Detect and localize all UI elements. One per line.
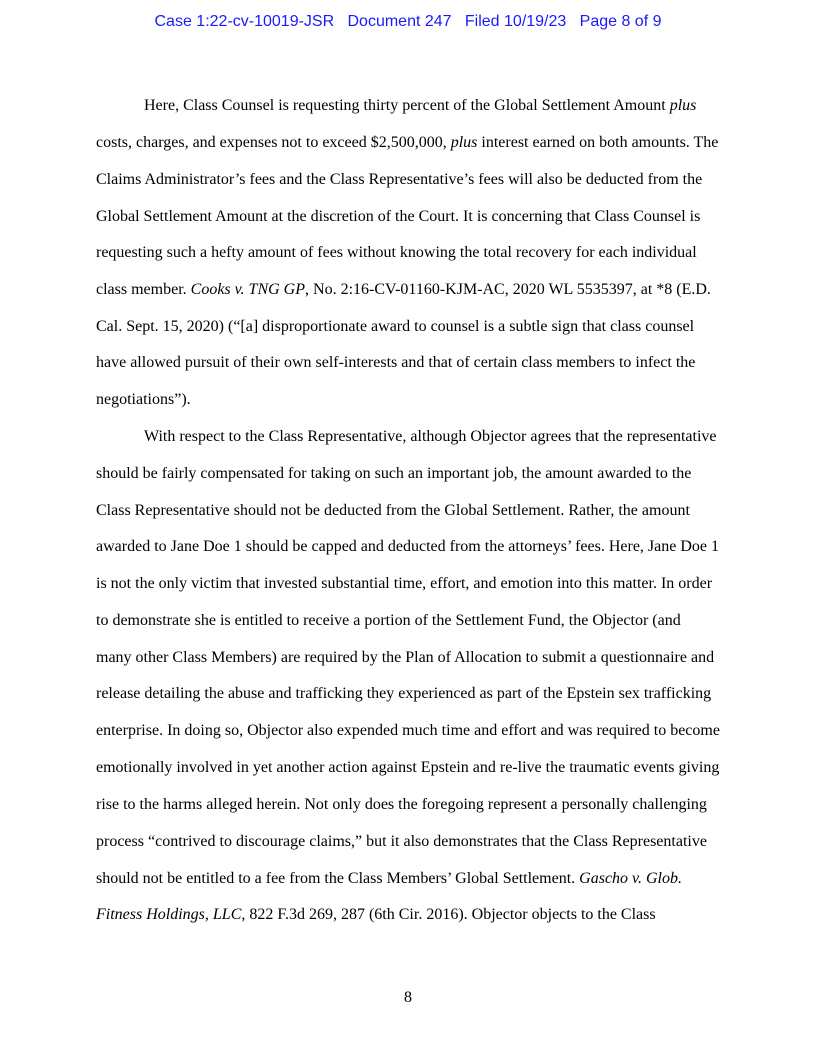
case-number: Case 1:22-cv-10019-JSR: [154, 13, 335, 30]
text-segment: release detailing the abuse and trafficking they experienced as part of the Epstein sex trafficking: [96, 685, 712, 702]
italic-text: Fitness Holdings, LLC: [96, 906, 242, 923]
text-line: [96, 280, 711, 300]
text-segment: should be fairly compensated for taking on such an important job, the amount awarded to the: [96, 465, 692, 482]
text-line: [96, 869, 682, 889]
text-segment: enterprise. In doing so, Objector also expended much time and effort and was required to become: [96, 722, 720, 739]
document-number: Document 247: [347, 13, 452, 30]
text-segment: Class Representative should not be deducted from the Global Settlement. Rather, the amount: [96, 502, 690, 519]
text-line: [96, 574, 712, 594]
page-number: 8: [404, 989, 412, 1006]
text-line: [96, 133, 718, 153]
text-line: [96, 317, 694, 337]
text-segment: is not the only victim that invested substantial time, effort, and emotion into this matter. In order: [96, 575, 713, 592]
filed-date: Filed 10/19/23: [464, 13, 567, 30]
text-segment: Cal. Sept. 15, 2020) (“[a] disproportionate award to counsel is a subtle sign that class counsel: [96, 318, 695, 335]
text-segment: to demonstrate she is entitled to receive a portion of the Settlement Fund, the Objector (and: [96, 612, 681, 629]
text-line: [96, 684, 711, 704]
text-line: [96, 390, 191, 410]
text-segment: , 822 F.3d 269, 287 (6th Cir. 2016). Objector objects to the Class: [241, 906, 656, 923]
page-count: Page 8 of 9: [579, 13, 662, 30]
case-header: [0, 13, 816, 31]
text-segment: rise to the harms alleged herein. Not only does the foregoing represent a personally challenging: [96, 796, 707, 813]
text-segment: class member.: [96, 281, 191, 298]
text-segment: Claims Administrator’s fees and the Class Representative’s fees will also be deducted from the: [96, 171, 703, 188]
text-segment: many other Class Members) are required by the Plan of Allocation to submit a questionnaire and: [96, 649, 715, 666]
text-line: [96, 611, 681, 631]
italic-text: plus: [669, 97, 697, 114]
text-segment: requesting such a hefty amount of fees without knowing the total recovery for each individual: [96, 244, 697, 261]
text-segment: Global Settlement Amount at the discretion of the Court. It is concerning that Class Counsel is: [96, 208, 701, 225]
text-segment: have allowed pursuit of their own self-interests and that of certain class members to infect the: [96, 354, 696, 371]
text-line: [144, 427, 716, 447]
text-segment: Here, Class Counsel is requesting thirty percent of the Global Settlement Amount: [144, 97, 670, 114]
text-line: [96, 207, 700, 227]
text-line: [96, 721, 720, 741]
text-line: [96, 243, 697, 263]
text-segment: interest earned on both amounts. The: [477, 134, 719, 151]
text-line: [96, 758, 719, 778]
text-line: [96, 501, 690, 521]
text-segment: awarded to Jane Doe 1 should be capped and deducted from the attorneys’ fees. Here, Jane Doe 1: [96, 538, 720, 555]
text-line: [96, 464, 691, 484]
text-line: [96, 795, 707, 815]
text-line: [96, 905, 656, 925]
text-line: [96, 648, 714, 668]
text-segment: costs, charges, and expenses not to exceed $2,500,000,: [96, 134, 451, 151]
text-segment: With respect to the Class Representative, although Objector agrees that the representative: [144, 428, 717, 445]
text-segment: negotiations”).: [96, 391, 191, 408]
italic-text: plus: [450, 134, 478, 151]
text-line: [96, 170, 702, 190]
italic-text: Gascho v. Glob.: [579, 870, 682, 887]
text-segment: process “contrived to discourage claims,” but it also demonstrates that the Class Representative: [96, 833, 707, 850]
text-line: [96, 537, 719, 557]
text-line: [144, 96, 696, 116]
text-segment: , No. 2:16-CV-01160-KJM-AC, 2020 WL 5535397, at *8 (E.D.: [305, 281, 711, 298]
text-segment: emotionally involved in yet another action against Epstein and re-live the traumatic events giving: [96, 759, 720, 776]
text-line: [96, 832, 707, 852]
text-segment: should not be entitled to a fee from the Class Members’ Global Settlement.: [96, 870, 580, 887]
italic-text: Cooks v. TNG GP: [190, 281, 306, 298]
text-line: [96, 353, 695, 373]
